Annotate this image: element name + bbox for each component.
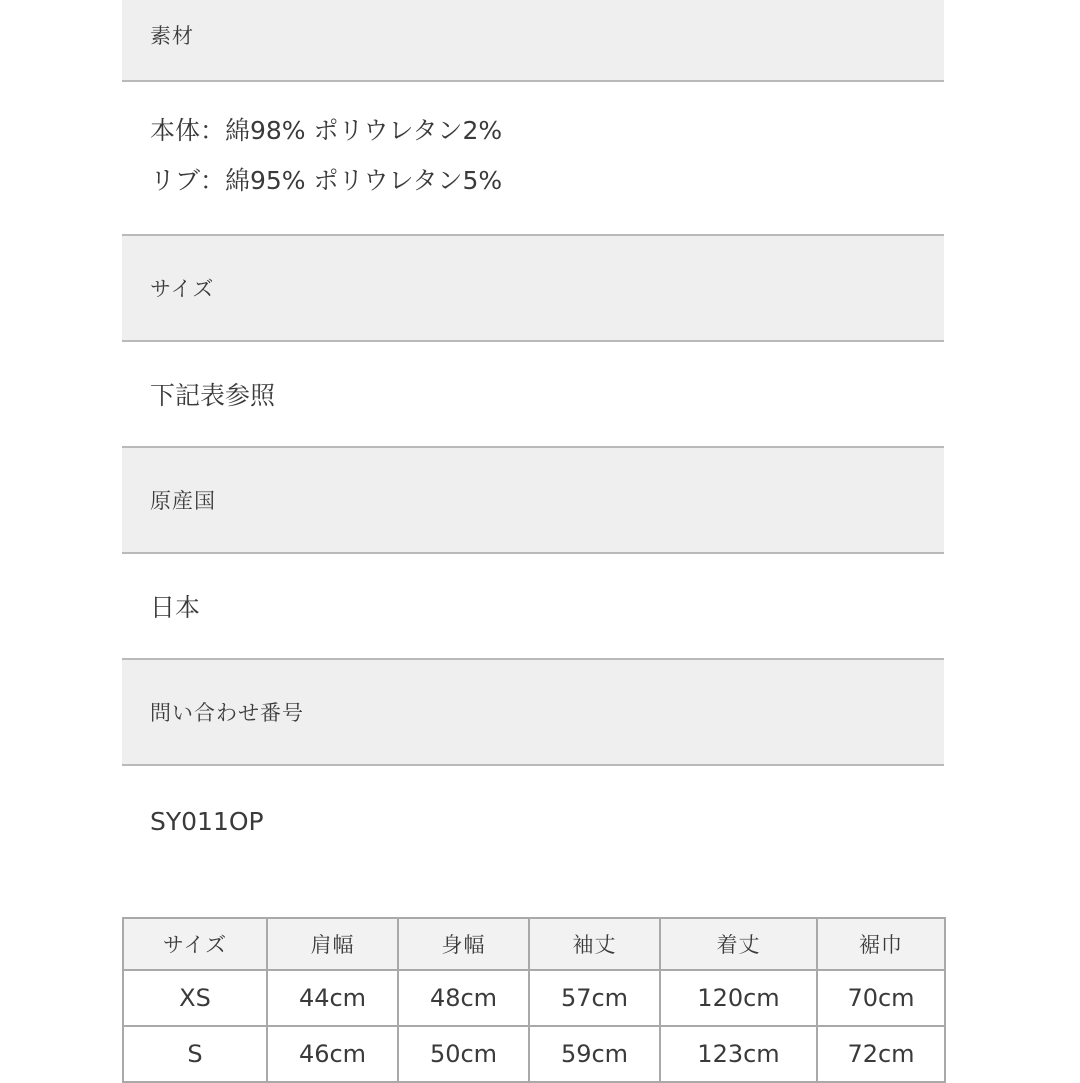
table-row	[123, 1026, 945, 1082]
material-label: 素材	[150, 24, 194, 48]
product-spec-list	[122, 0, 944, 876]
table-cell: 59cm	[529, 1026, 660, 1082]
table-cell: 48cm	[398, 970, 529, 1026]
size-chart-header-cell: 肩幅	[267, 918, 398, 970]
size-chart-header-cell: 着丈	[660, 918, 817, 970]
table-cell: 57cm	[529, 970, 660, 1026]
table-cell: 44cm	[267, 970, 398, 1026]
size-value	[122, 342, 944, 448]
material-header	[122, 0, 944, 82]
size-chart-header-cell: サイズ	[123, 918, 267, 970]
size-chart-header-cell: 身幅	[398, 918, 529, 970]
table-cell: 120cm	[660, 970, 817, 1026]
inquiry-value-text: SY011OP	[150, 806, 264, 836]
table-cell: XS	[123, 970, 267, 1026]
table-cell: 123cm	[660, 1026, 817, 1082]
inquiry-label: 問い合わせ番号	[150, 701, 304, 725]
size-chart-header-cell: 裾巾	[817, 918, 945, 970]
origin-label: 原産国	[150, 489, 216, 513]
material-line-body: 本体：綿98% ポリウレタン2%	[150, 116, 503, 145]
material-line-rib: リブ：綿95% ポリウレタン5%	[150, 166, 503, 195]
inquiry-header	[122, 660, 944, 766]
size-value-text: 下記表参照	[150, 381, 276, 410]
size-chart-header-cell: 袖丈	[529, 918, 660, 970]
material-value	[122, 82, 944, 236]
origin-header	[122, 448, 944, 554]
table-row	[123, 970, 945, 1026]
table-cell: 70cm	[817, 970, 945, 1026]
size-label: サイズ	[150, 277, 215, 301]
origin-value-text: 日本	[150, 593, 201, 622]
table-cell: 72cm	[817, 1026, 945, 1082]
table-cell: 50cm	[398, 1026, 529, 1082]
table-cell: S	[123, 1026, 267, 1082]
size-chart-header-row	[123, 918, 945, 970]
size-chart-table	[122, 917, 946, 1083]
origin-value	[122, 554, 944, 660]
inquiry-value	[122, 766, 944, 876]
table-cell: 46cm	[267, 1026, 398, 1082]
size-header	[122, 236, 944, 342]
